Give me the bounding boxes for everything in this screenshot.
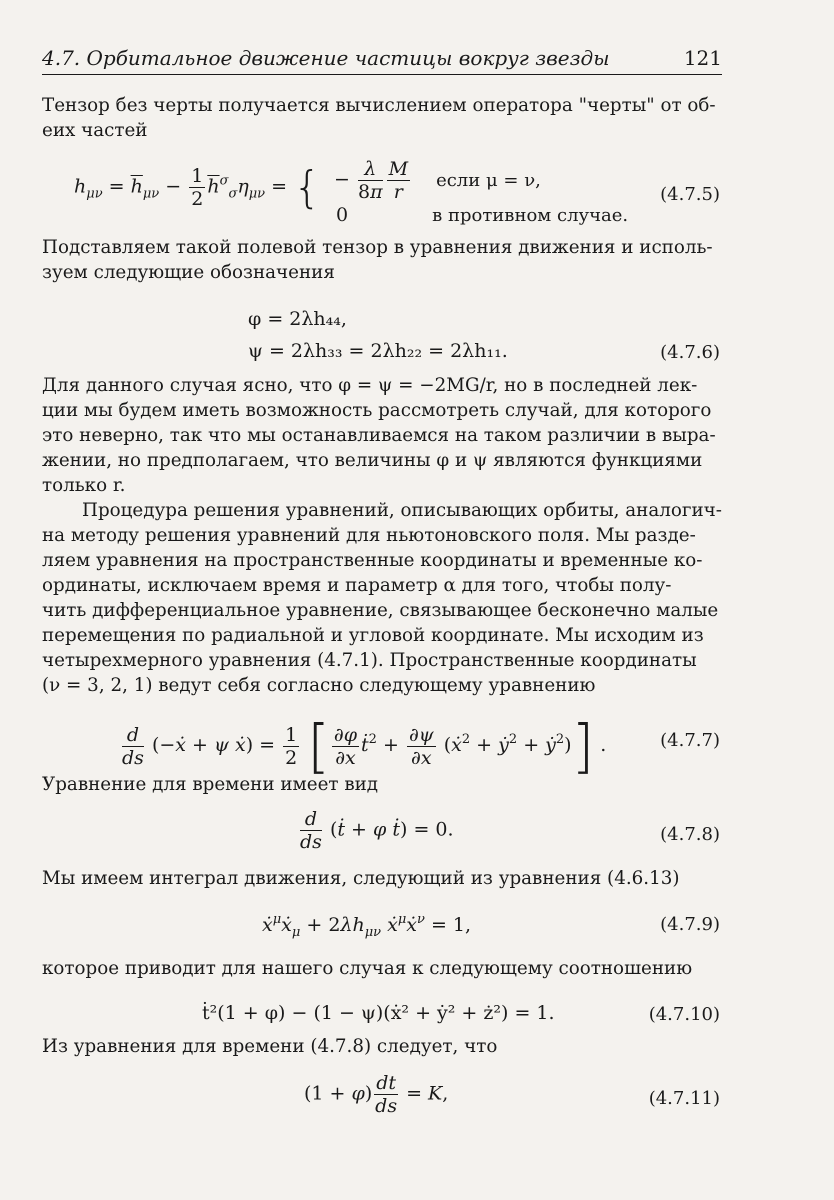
text-line: это неверно, так что мы останавливаемся на таком различии в выра-: [42, 425, 716, 446]
paragraph-5: [42, 772, 722, 797]
paragraph-3: [42, 373, 722, 498]
text-line: чить дифференциальное уравнение, связывающее бесконечно малые: [42, 600, 719, 621]
text-line: Процедура решения уравнений, описывающих орбиты, аналогич-: [82, 500, 722, 521]
text-line: на методу решения уравнений для ньютоновского поля. Мы разде-: [42, 525, 696, 546]
case-2-value: 0: [336, 204, 349, 226]
equation-4-7-9: [42, 908, 722, 948]
text-line: Мы имеем интеграл движения, следующий из уравнения (4.6.13): [42, 868, 680, 889]
equation-body: ṫ²(1 + φ) − (1 − ψ)(ẋ² + ẏ² + ż²) = 1.: [202, 1002, 555, 1024]
text-line: Из уравнения для времени (4.7.8) следует, что: [42, 1036, 498, 1057]
paragraph-4: [42, 498, 722, 698]
equation-4-7-7: [42, 712, 722, 780]
equation-number: (4.7.5): [660, 184, 720, 205]
equation-4-7-5: [42, 158, 722, 228]
text-line: четырехмерного уравнения (4.7.1). Пространственные координаты: [42, 650, 697, 671]
equation-number: (4.7.7): [660, 730, 720, 751]
case-1: − $\frac{\lambda}{8\pi}$ $\frac{M}{r}$ если μ = ν,: [334, 158, 541, 203]
equation-line-1: φ = 2λh₄₄,: [248, 308, 347, 330]
paragraph-6: [42, 866, 722, 891]
equation-4-7-8: [42, 808, 722, 864]
text-line: ции мы будем иметь возможность рассмотреть случай, для которого: [42, 400, 712, 421]
text-line: ординаты, исключаем время и параметр α для того, чтобы полу-: [42, 575, 672, 596]
page-number: 121: [683, 46, 722, 70]
text-line: Подставляем такой полевой тензор в уравнения движения и исполь-: [42, 237, 713, 258]
equation-number: (4.7.11): [648, 1088, 720, 1109]
equation-number: (4.7.8): [660, 824, 720, 845]
case-2-condition: в противном случае.: [432, 205, 629, 226]
equation-number: (4.7.9): [660, 914, 720, 935]
case-1-condition: если μ = ν,: [436, 169, 541, 191]
text-line: ляем уравнения на пространственные координаты и временные ко-: [42, 550, 703, 571]
equation-4-7-10: [42, 998, 722, 1038]
text-line: Для данного случая ясно, что φ = ψ = −2MG/r, но в последней лек-: [42, 375, 698, 396]
paragraph-2: [42, 235, 722, 285]
paragraph-8: [42, 1034, 722, 1059]
section-title: 4.7. Орбитальное движение частицы вокруг звезды: [42, 46, 610, 70]
paragraph-1: [42, 93, 722, 143]
equation-4-7-6: [42, 308, 722, 368]
text-line: жении, но предполагаем, что величины φ и ψ являются функциями: [42, 450, 703, 471]
equation-line-2: ψ = 2λh₃₃ = 2λh₂₂ = 2λh₁₁.: [248, 340, 508, 362]
text-line: Уравнение для времени имеет вид: [42, 774, 379, 795]
paragraph-7: [42, 956, 722, 981]
equation-4-7-11: [42, 1072, 722, 1132]
equation-body: $\frac{d}{ds}$ (ṫ + φ ṫ) = 0.: [300, 808, 454, 853]
running-header: [42, 44, 722, 75]
equation-body: $h_{\mu\nu} = \overline{h}_{\mu\nu}$ − $\frac{1}{2}$ $\overline{h}^\sigma_\sigma\eta_{\mu\nu}$ = {: [74, 162, 322, 213]
equation-body: (1 + φ) $\frac{dt}{ds}$ = K,: [304, 1072, 449, 1117]
equation-number: (4.7.10): [648, 1004, 720, 1025]
text-line: Тензор без черты получается вычислением оператора "черты" от об-: [42, 95, 716, 116]
equation-body: ẋ$^\mu$ẋ$_\mu$ + $2\lambda h_{\mu\nu}$ ẋ$^\mu$ẋ$^\nu$ = 1,: [262, 912, 472, 940]
text-line: (ν = 3, 2, 1) ведут себя согласно следующему уравнению: [42, 675, 596, 696]
text-line: перемещения по радиальной и угловой координате. Мы исходим из: [42, 625, 704, 646]
case-2: [336, 204, 628, 226]
text-line: еих частей: [42, 120, 148, 141]
equation-body: $\frac{d}{ds}$ (−ẋ + ψ ẋ) = $\frac{1}{2}$ [ $\frac{\partial\varphi}{\partial x}$ ṫ$^2$ + $\frac{\partial\psi}{\partial x}$ (ẋ$^2$ + ẏ$^2$ + ẏ$^2$)] .: [122, 712, 607, 780]
equation-number: (4.7.6): [660, 342, 720, 363]
text-line: только r.: [42, 475, 126, 496]
text-line: которое приводит для нашего случая к следующему соотношению: [42, 958, 693, 979]
text-line: зуем следующие обозначения: [42, 262, 335, 283]
